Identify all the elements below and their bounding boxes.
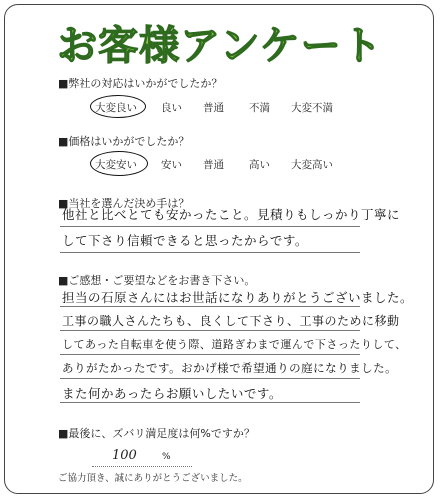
answer-rule [60, 226, 360, 227]
comments-answer-line-4: ありがたかったです。おかげ様で希望通りの庭になりました。 [62, 361, 398, 375]
answer-rule [60, 378, 360, 379]
service-options [0, 100, 440, 116]
answer-rule [60, 330, 360, 331]
satisfaction-rule [92, 466, 192, 467]
satisfaction-value[interactable]: 100 [112, 448, 137, 463]
price-option-normal[interactable]: 普通 [203, 159, 224, 171]
question-comments: ■ご感想・ご要望などをお書き下さい。 [58, 274, 256, 287]
question-service: ■弊社の対応はいかがでしたか？ [58, 77, 223, 90]
comments-answer-line-3: してあった自転車を使う際、道路ぎわまで運んで下さったりして、 [62, 338, 407, 351]
price-option-very-expensive[interactable]: 大変高い [291, 159, 333, 171]
answer-rule [60, 354, 360, 355]
question-price: ■価格はいかがでしたか？ [58, 135, 190, 148]
service-option-very-dissatisfied[interactable]: 大変不満 [291, 102, 333, 114]
service-option-dissatisfied[interactable]: 不満 [249, 102, 270, 114]
service-option-good[interactable]: 良い [161, 102, 182, 114]
price-option-expensive[interactable]: 高い [249, 159, 270, 171]
selected-circle-mark [90, 95, 146, 118]
comments-answer-line-2: 工事の職人さんたちも、良くして下さり、工事のために移動 [62, 314, 400, 328]
question-reason: ■当社を選んだ決め手は？ [58, 197, 190, 210]
question-satisfaction: ■最後に、ズバリ満足度は何%ですか？ [58, 427, 255, 440]
reason-answer-line-1: 他社と比べとても安かったこと。見積りもしっかり丁寧に [62, 207, 401, 222]
price-option-very-cheap[interactable]: 大変安い [95, 159, 137, 171]
survey-title: お客様アンケート [57, 23, 383, 69]
satisfaction-unit: % [162, 452, 171, 462]
comments-answer-line-5: また何かあったらお願いしたいです。 [62, 386, 282, 401]
service-option-normal[interactable]: 普通 [203, 102, 224, 114]
answer-rule [60, 252, 360, 253]
price-options [0, 157, 440, 173]
selected-circle-mark [90, 151, 148, 176]
answer-rule [60, 402, 360, 403]
comments-answer-line-1: 担当の石原さんにはお世話になりありがとうございました。 [62, 290, 414, 305]
service-option-very-good[interactable]: 大変良い [95, 102, 137, 114]
price-option-cheap[interactable]: 安い [161, 159, 182, 171]
reason-answer-line-2: して下さり信頼できると思ったからです。 [62, 233, 308, 248]
answer-rule [60, 306, 360, 307]
thank-you-note: ご協力頂き、誠にありがとうございました。 [58, 473, 248, 484]
